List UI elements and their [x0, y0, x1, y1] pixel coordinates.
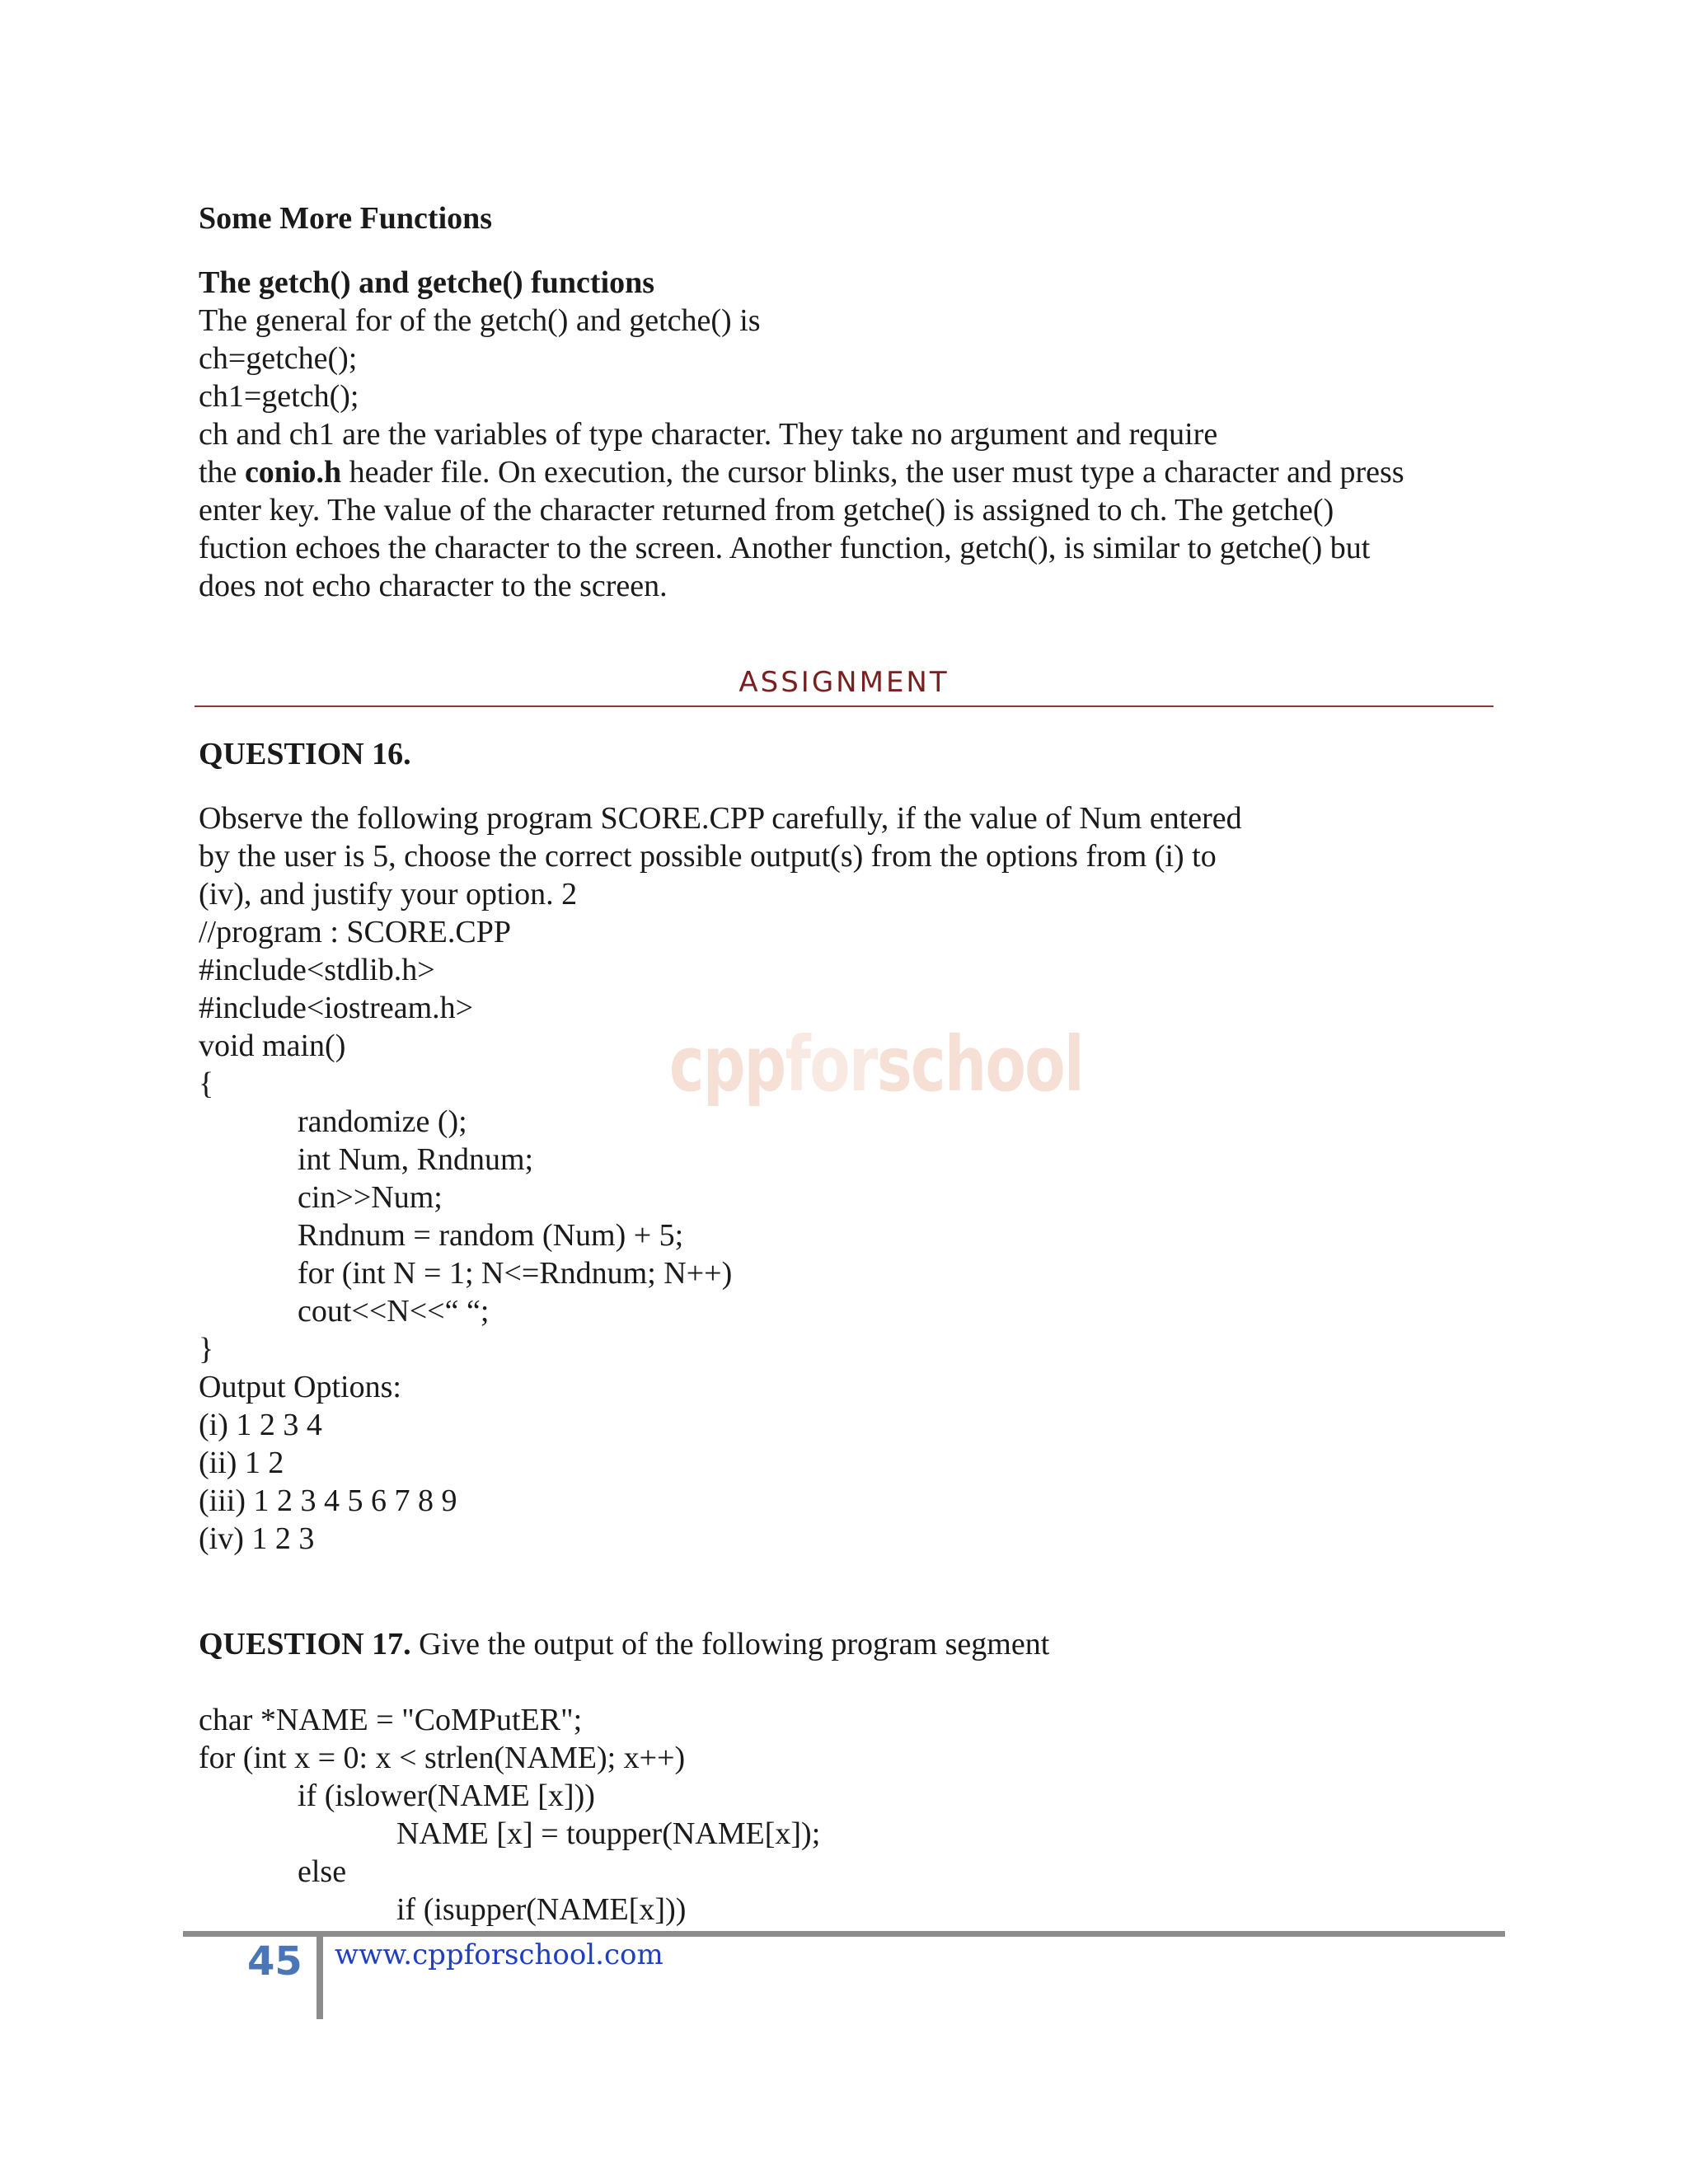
code-line: cout<<N<<“ “; — [298, 1294, 490, 1329]
question-16-text: (iv), and justify your option. 2 — [199, 877, 578, 912]
code-line: } — [199, 1332, 214, 1366]
footer-website-link[interactable]: www.cppforschool.com — [335, 1938, 663, 1971]
output-options-label: Output Options: — [199, 1370, 401, 1404]
watermark-logo: cppforschool — [669, 1020, 1084, 1108]
code-line: else — [298, 1854, 347, 1889]
paragraph-line: The general for of the getch() and getche() is — [199, 303, 761, 338]
paragraph-line-conio — [199, 453, 1404, 491]
question-17-text: Give the output of the following program segment — [410, 1627, 1050, 1661]
code-line: for (int N = 1; N<=Rndnum; N++) — [298, 1256, 733, 1291]
code-line: //program : SCORE.CPP — [199, 915, 511, 949]
question-16-title: QUESTION 16. — [199, 737, 411, 771]
question-17-heading — [199, 1625, 1049, 1663]
paragraph-line: ch1=getch(); — [199, 379, 359, 414]
output-option: (iii) 1 2 3 4 5 6 7 8 9 — [199, 1483, 457, 1518]
question-16-text: by the user is 5, choose the correct possible output(s) from the options from (i) to — [199, 839, 1217, 874]
footer-vertical-divider — [316, 1937, 323, 2019]
text-span: the — [199, 455, 245, 490]
page-number: 45 — [247, 1938, 302, 1985]
assignment-header: ASSIGNMENT — [738, 666, 950, 699]
paragraph-line: does not echo character to the screen. — [199, 569, 668, 603]
paragraph-line: ch and ch1 are the variables of type character. They take no argument and require — [199, 417, 1218, 452]
question-16-text: Observe the following program SCORE.CPP carefully, if the value of Num entered — [199, 801, 1242, 836]
code-line: NAME [x] = toupper(NAME[x]); — [396, 1816, 821, 1851]
code-line: int Num, Rndnum; — [298, 1142, 534, 1177]
code-line: for (int x = 0: x < strlen(NAME); x++) — [199, 1741, 686, 1775]
code-line: { — [199, 1066, 214, 1101]
code-line: #include<iostream.h> — [199, 991, 474, 1025]
footer-divider — [183, 1931, 1505, 1937]
section-heading: Some More Functions — [199, 201, 493, 236]
code-line: if (islower(NAME [x])) — [298, 1779, 595, 1813]
code-line: randomize (); — [298, 1104, 467, 1139]
paragraph-line: fuction echoes the character to the screen. Another function, getch(), is similar to getche() but — [199, 531, 1371, 565]
code-line: Rndnum = random (Num) + 5; — [298, 1218, 684, 1253]
conio-header-name: conio.h — [244, 455, 342, 490]
code-line: #include<stdlib.h> — [199, 953, 435, 987]
section-subheading: The getch() and getche() functions — [199, 265, 655, 300]
assignment-divider — [195, 705, 1493, 707]
code-line: char *NAME = "CoMPutER"; — [199, 1703, 583, 1737]
paragraph-line: enter key. The value of the character returned from getche() is assigned to ch. The getche() — [199, 493, 1334, 527]
output-option: (ii) 1 2 — [199, 1446, 284, 1480]
code-line: void main() — [199, 1029, 346, 1063]
paragraph-line: ch=getche(); — [199, 341, 358, 376]
code-line: cin>>Num; — [298, 1180, 443, 1215]
output-option: (iv) 1 2 3 — [199, 1521, 315, 1556]
code-line: if (isupper(NAME[x])) — [396, 1892, 687, 1927]
question-17-title: QUESTION 17. — [199, 1627, 411, 1661]
output-option: (i) 1 2 3 4 — [199, 1408, 322, 1442]
text-span: header file. On execution, the cursor blinks, the user must type a character and press — [341, 455, 1404, 490]
